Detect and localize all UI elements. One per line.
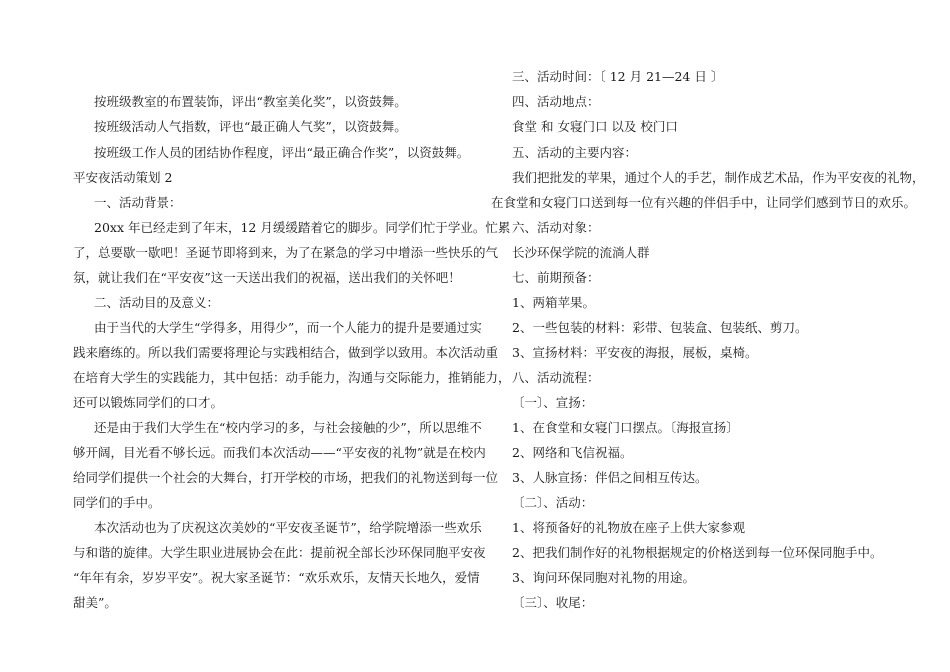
- subsection-heading: 〔三〕、收尾：: [512, 595, 594, 610]
- paragraph-line: 在食堂和女寝门口送到每一位有兴趣的伴侣手中，让同学们感到节日的欢乐。: [491, 195, 917, 210]
- list-item: 3、询问环保同胞对礼物的用途。: [512, 570, 695, 585]
- list-item: 1、两箱苹果。: [512, 295, 595, 310]
- paragraph-line: 长沙环保学院的流淌人群: [512, 245, 650, 260]
- section-heading: 四、活动地点：: [512, 94, 600, 109]
- paragraph-line: 还是由于我们大学生在“校内学习的多，与社会接触的少”，所以思维不: [94, 420, 482, 435]
- section-heading: 三、活动时间：〔 12 月 21—24 日 〕: [512, 69, 724, 84]
- paragraph-line: 按班级工作人员的团结协作程度，评出“最正确合作奖”，以资鼓舞。: [94, 145, 470, 160]
- section-heading: 六、活动对象：: [512, 220, 600, 235]
- list-item: 3、人脉宣扬：伴侣之间相互传达。: [512, 470, 708, 485]
- section-heading: 八、活动流程：: [512, 370, 600, 385]
- paragraph-line: 给同学们提供一个社会的大舞台，打开学校的市场，把我们的礼物送到每一位: [73, 470, 499, 485]
- paragraph-line: 还可以锻炼同学们的口才。: [73, 395, 224, 410]
- paragraph-line: 20xx 年已经走到了年末，12 月缓缓踏着它的脚步。同学们忙于学业。忙累: [94, 220, 511, 235]
- paragraph-line: 在培育大学生的实践能力，其中包括：动手能力，沟通与交际能力，推销能力，: [73, 370, 511, 385]
- paragraph-line: 了，总要歇一歇吧！圣诞节即将到来，为了在紧急的学习中增添一些快乐的气: [73, 245, 499, 260]
- paragraph-line: 按班级教室的布置装饰，评出“教室美化奖”，以资鼓舞。: [94, 94, 407, 109]
- paragraph-line: 由于当代的大学生“学得多，用得少”，而一个人能力的提升是要通过实: [94, 320, 482, 335]
- list-item: 3、宣扬材料：平安夜的海报，展板，桌椅。: [512, 345, 758, 360]
- paragraph-line: “年年有余，岁岁平安”。祝大家圣诞节：“欢乐欢乐，友情天长地久，爱情: [73, 570, 480, 585]
- section-heading: 二、活动目的及意义：: [94, 295, 220, 310]
- paragraph-line: 践来磨练的。所以我们需要将理论与实践相结合，做到学以致用。本次活动重: [73, 345, 499, 360]
- subsection-heading: 〔一〕、宣扬：: [512, 395, 594, 410]
- paragraph-line: 与和谐的旋律。大学生职业进展协会在此：提前祝全部长沙环保同胞平安夜: [73, 545, 486, 560]
- section-heading: 七、前期预备：: [512, 270, 600, 285]
- section-title: 平安夜活动策划 2: [73, 170, 173, 185]
- section-heading: 五、活动的主要内容：: [512, 145, 638, 160]
- section-heading: 一、活动背景：: [94, 195, 182, 210]
- paragraph-line: 食堂 和 女寝门口 以及 校门口: [512, 119, 678, 134]
- list-item: 2、一些包装的材料：彩带、包装盒、包装纸、剪刀。: [512, 320, 808, 335]
- paragraph-line: 按班级活动人气指数，评也“最正确人气奖”，以资鼓舞。: [94, 119, 407, 134]
- list-item: 2、网络和飞信祝福。: [512, 445, 633, 460]
- paragraph-line: 同学们的手中。: [73, 495, 161, 510]
- paragraph-line: 甜美”。: [73, 595, 117, 610]
- list-item: 2、把我们制作好的礼物根据规定的价格送到每一位环保同胞手中。: [512, 545, 883, 560]
- paragraph-line: 氛，就让我们在“平安夜”这一天送出我们的祝福，送出我们的关怀吧！: [73, 270, 461, 285]
- list-item: 1、将预备好的礼物放在座子上供大家参观: [512, 520, 745, 535]
- list-item: 1、在食堂和女寝门口摆点。〔海报宣扬〕: [512, 420, 739, 435]
- paragraph-line: 够开阔，目光看不够长远。而我们本次活动——“平安夜的礼物”就是在校内: [73, 445, 486, 460]
- paragraph-line: 本次活动也为了庆祝这次美妙的“平安夜圣诞节”，给学院增添一些欢乐: [94, 520, 482, 535]
- subsection-heading: 〔二〕、活动：: [512, 495, 594, 510]
- paragraph-line: 我们把批发的苹果，通过个人的手艺，制作成艺术品，作为平安夜的礼物，: [512, 170, 925, 185]
